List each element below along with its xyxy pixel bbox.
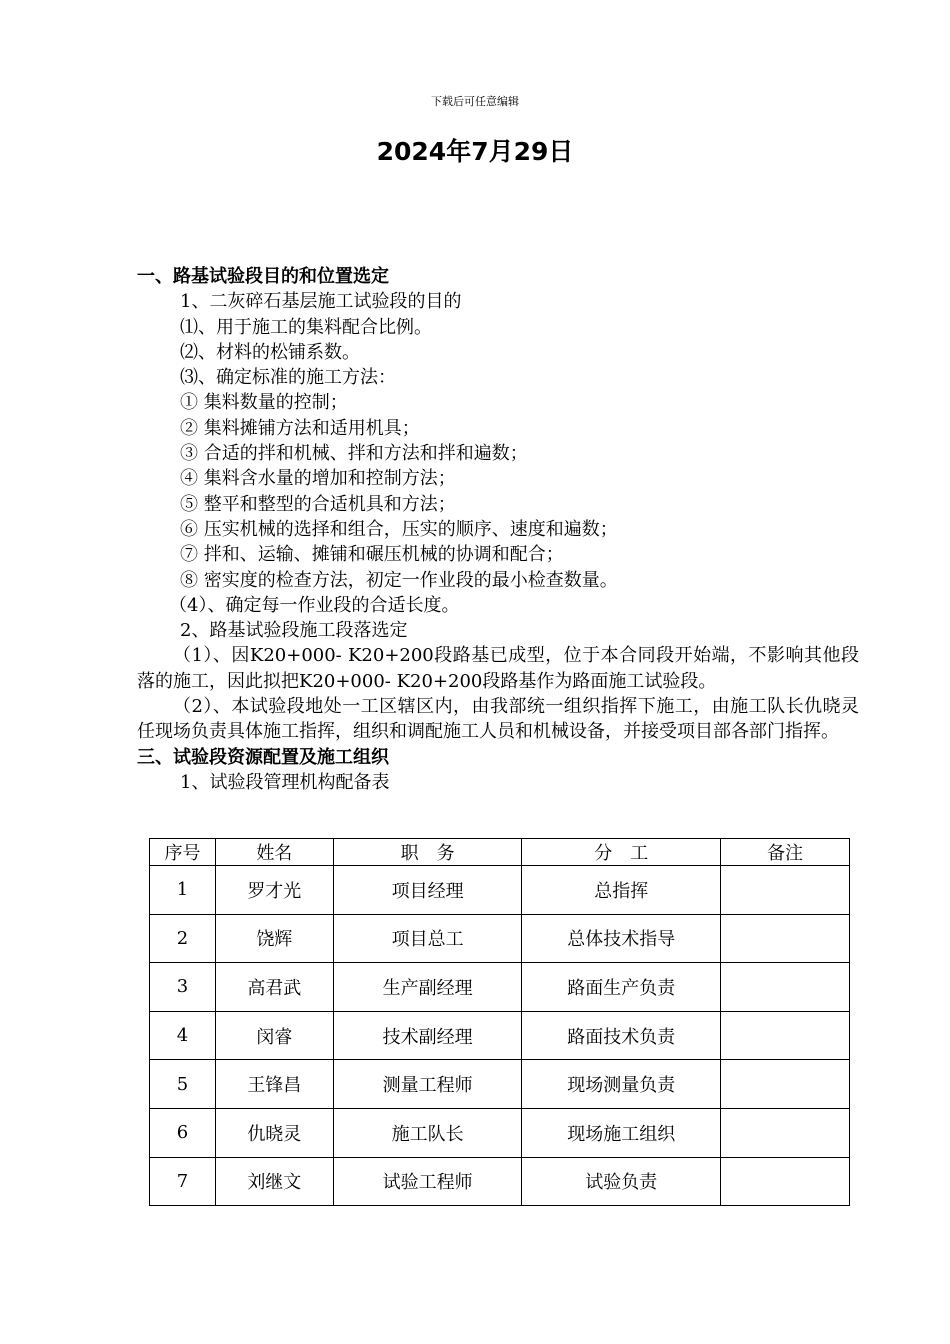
table-cell: 路面技术负责 [522,1011,721,1060]
table-cell: 技术副经理 [333,1011,522,1060]
list-item: ⑧ 密实度的检查方法，初定一作业段的最小检查数量。 [180,569,618,591]
list-item: ⑴、用于施工的集料配合比例。 [180,316,432,338]
table-cell: 项目经理 [333,866,522,915]
paragraph-location: （1）、因K20+000- K20+200段路基已成型，位于本合同段开始端，不影响其他段落的施工，因此拟把K20+000- K20+200段路基作为路面施工试验段。 [137,645,859,692]
table-header-cell: 分 工 [522,839,721,866]
table-row [150,914,850,963]
list-item: ② 集料摊铺方法和适用机具； [180,417,420,439]
table-cell [721,1011,850,1060]
list-item: ⑦ 拌和、运输、摊铺和碾压机械的协调和配合； [180,544,564,566]
table-cell: 饶辉 [215,914,333,963]
item-4: （4）、确定每一作业段的合适长度。 [169,594,460,616]
table-cell: 7 [150,1157,216,1206]
list-item: ⑶、确定标准的施工方法： [180,367,396,389]
table-cell: 仇晓灵 [215,1108,333,1157]
list-item: ⑥ 压实机械的选择和组合，压实的顺序、速度和遍数； [180,518,618,540]
table-cell: 施工队长 [333,1108,522,1157]
table-cell: 王锋昌 [215,1060,333,1109]
table-cell: 试验负责 [522,1157,721,1206]
list-item: ③ 合适的拌和机械、拌和方法和拌和遍数； [180,443,528,465]
table-caption: 1、试验段管理机构配备表 [180,771,390,793]
table-cell [721,866,850,915]
table-cell: 闵睿 [215,1011,333,1060]
table-cell: 生产副经理 [333,963,522,1012]
table-row [150,1060,850,1109]
table-cell [721,1157,850,1206]
list-item: ⑤ 整平和整型的合适机具和方法； [180,493,456,515]
table-cell [721,1108,850,1157]
table-cell: 刘继文 [215,1157,333,1206]
table-row [150,1157,850,1206]
table-header-row [150,839,850,866]
table-cell: 试验工程师 [333,1157,522,1206]
table-cell: 高君武 [215,963,333,1012]
table-cell [721,914,850,963]
list-item: ① 集料数量的控制； [180,392,348,414]
table-row [150,866,850,915]
date-title: 2024年7月29日 [376,137,574,166]
table-row [150,1011,850,1060]
table-cell: 5 [150,1060,216,1109]
list-item: ④ 集料含水量的增加和控制方法； [180,468,456,490]
section3-heading: 三、试验段资源配置及施工组织 [137,746,389,768]
table-cell: 2 [150,914,216,963]
table-header-cell: 职 务 [333,839,522,866]
sub-heading-location: 2、路基试验段施工段落选定 [180,620,408,642]
table-cell [721,963,850,1012]
table-cell: 1 [150,866,216,915]
table-cell: 测量工程师 [333,1060,522,1109]
staff-table [149,838,850,1206]
table-cell: 路面生产负责 [522,963,721,1012]
table-cell: 项目总工 [333,914,522,963]
table-header-cell: 序号 [150,839,216,866]
table-cell: 现场施工组织 [522,1108,721,1157]
table-cell: 3 [150,963,216,1012]
sub-heading-purpose: 1、二灰碎石基层施工试验段的目的 [180,291,462,313]
table-row [150,963,850,1012]
section1-heading: 一、路基试验段目的和位置选定 [137,266,389,287]
purpose-list [137,315,859,593]
table-header-cell: 姓名 [215,839,333,866]
table-row [150,1108,850,1157]
table-cell: 罗才光 [215,866,333,915]
table-cell: 现场测量负责 [522,1060,721,1109]
table-cell: 总体技术指导 [522,914,721,963]
document-body [137,264,859,795]
table-cell: 6 [150,1108,216,1157]
paragraph-organization: （2）、本试验段地处一工区辖区内，由我部统一组织指挥下施工，由施工队长仇晓灵任现场负责具体施工指挥，组织和调配施工人员和机械设备，并接受项目部各部门指挥。 [137,696,859,743]
header-note: 下载后可任意编辑 [431,95,519,108]
table-cell: 总指挥 [522,866,721,915]
table-cell [721,1060,850,1109]
list-item: ⑵、材料的松铺系数。 [180,341,360,363]
table-cell: 4 [150,1011,216,1060]
table-header-cell: 备注 [721,839,850,866]
